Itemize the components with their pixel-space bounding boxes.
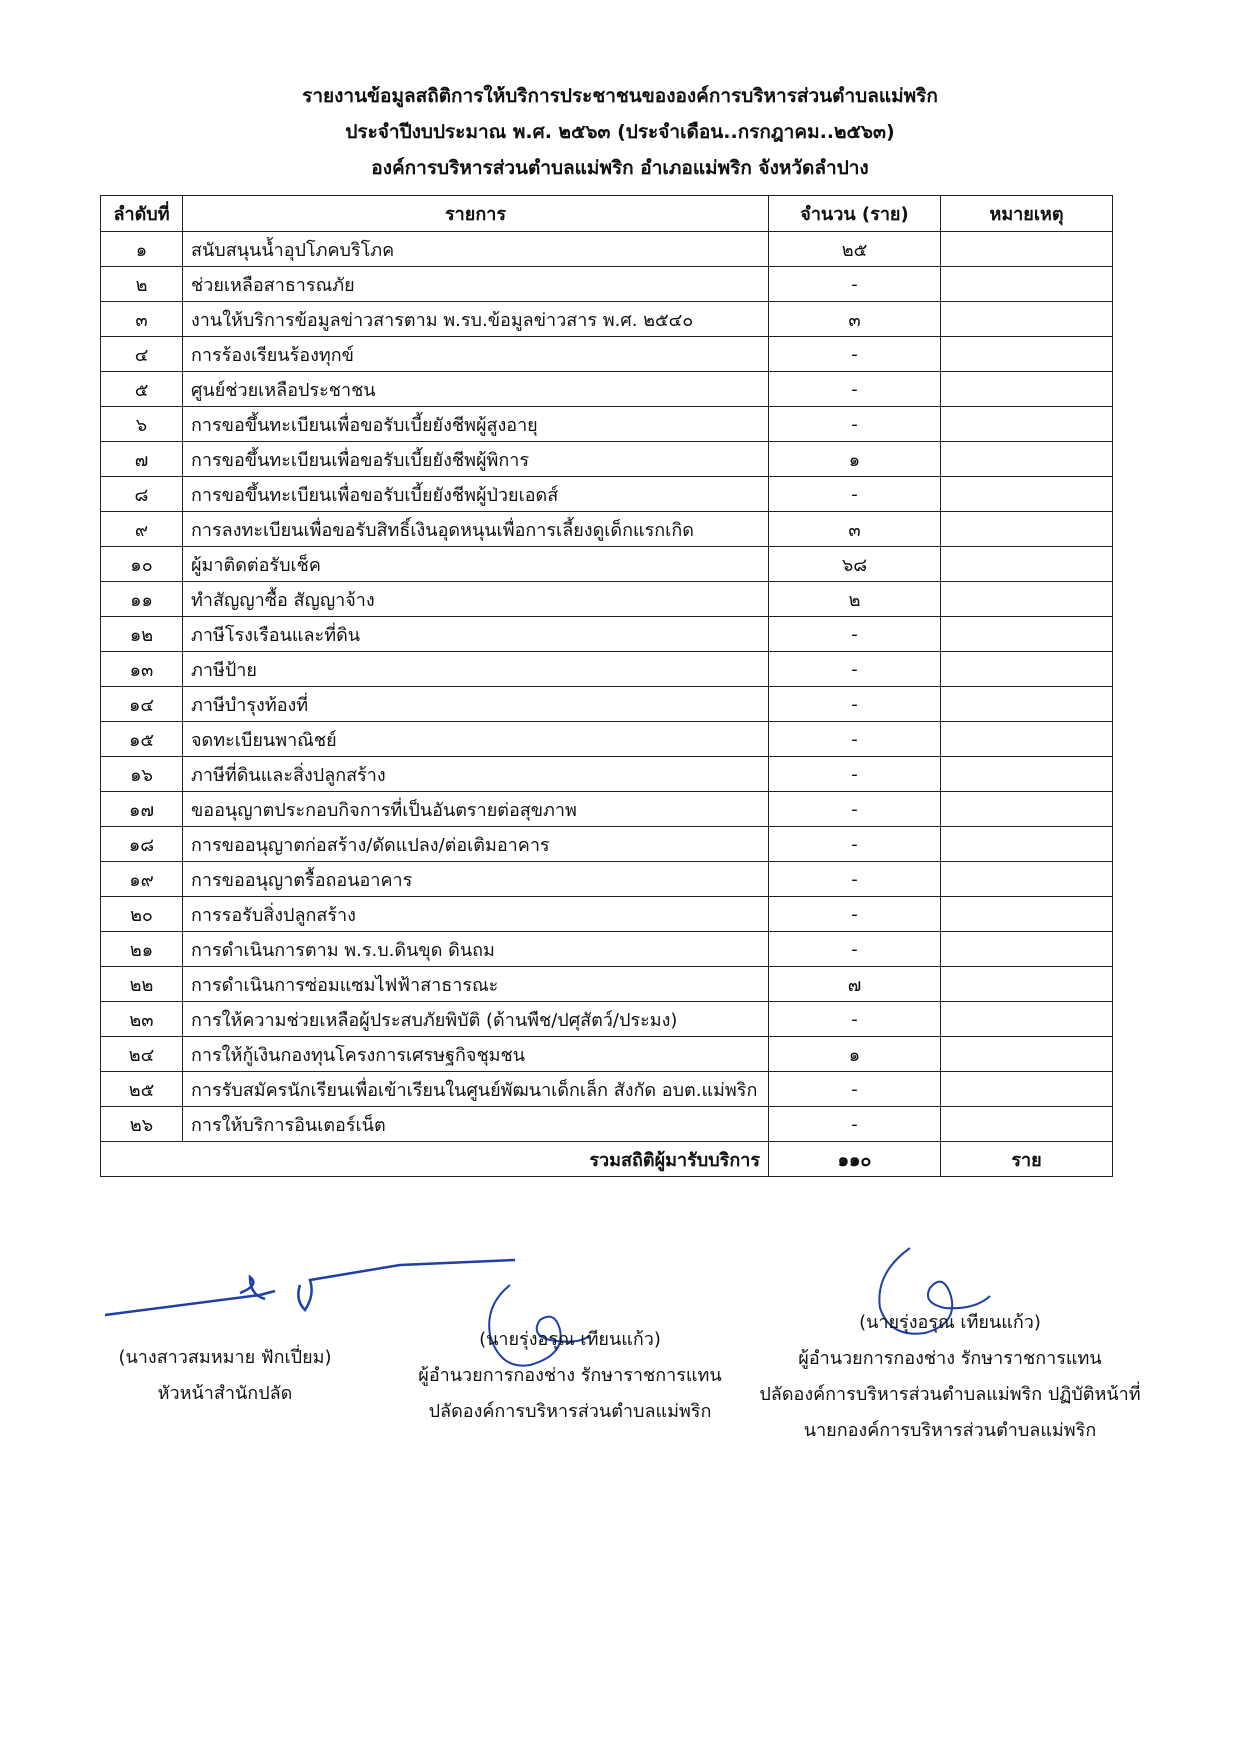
row-count: ๗: [769, 967, 941, 1002]
row-count: -: [769, 407, 941, 442]
row-item: สนับสนุนน้ำอุปโภคบริโภค: [183, 232, 769, 267]
row-number: ๑๔: [101, 687, 183, 722]
row-number: ๕: [101, 372, 183, 407]
signer-position-3: นายกองค์การบริหารส่วนตำบลแม่พริก: [803, 1420, 1097, 1441]
row-item: การให้กู้เงินกองทุนโครงการเศรษฐกิจชุมชน: [183, 1037, 769, 1072]
row-number: ๑๒: [101, 617, 183, 652]
column-header-note: หมายเหตุ: [941, 196, 1113, 232]
row-note: [941, 547, 1113, 582]
row-number: ๑๐: [101, 547, 183, 582]
row-note: [941, 442, 1113, 477]
row-number: ๒๔: [101, 1037, 183, 1072]
table-row: [101, 372, 1113, 407]
report-organization: องค์การบริหารส่วนตำบลแม่พริก อำเภอแม่พริก จังหวัดลำปาง: [371, 157, 869, 179]
row-item: งานให้บริการข้อมูลข่าวสารตาม พ.รบ.ข้อมูลข่าวสาร พ.ศ. ๒๕๔๐: [183, 302, 769, 337]
row-count: -: [769, 687, 941, 722]
row-number: ๑๙: [101, 862, 183, 897]
row-note: [941, 1002, 1113, 1037]
row-item: ภาษีที่ดินและสิ่งปลูกสร้าง: [183, 757, 769, 792]
row-item: การขอขึ้นทะเบียนเพื่อขอรับเบี้ยยังชีพผู้พิการ: [183, 442, 769, 477]
row-note: [941, 897, 1113, 932]
row-note: [941, 757, 1113, 792]
row-number: ๒: [101, 267, 183, 302]
table-row: [101, 1107, 1113, 1142]
row-number: ๑๖: [101, 757, 183, 792]
row-number: ๑๘: [101, 827, 183, 862]
table-row: [101, 442, 1113, 477]
column-header-item: รายการ: [183, 196, 769, 232]
row-note: [941, 232, 1113, 267]
row-item: การร้องเรียนร้องทุกข์: [183, 337, 769, 372]
table-row: [101, 862, 1113, 897]
row-number: ๑๓: [101, 652, 183, 687]
table-row: [101, 792, 1113, 827]
table-header-row: [101, 196, 1113, 232]
signer-position: หัวหน้าสำนักปลัด: [157, 1383, 293, 1404]
total-row: [101, 1142, 1113, 1177]
row-item: ช่วยเหลือสาธารณภัย: [183, 267, 769, 302]
row-number: ๒๕: [101, 1072, 183, 1107]
row-note: [941, 477, 1113, 512]
row-item: ภาษีป้าย: [183, 652, 769, 687]
row-number: ๑๕: [101, 722, 183, 757]
row-count: -: [769, 372, 941, 407]
row-note: [941, 792, 1113, 827]
row-note: [941, 512, 1113, 547]
row-count: -: [769, 722, 941, 757]
row-item: ผู้มาติดต่อรับเช็ค: [183, 547, 769, 582]
row-note: [941, 967, 1113, 1002]
row-item: ศูนย์ช่วยเหลือประชาชน: [183, 372, 769, 407]
row-count: -: [769, 827, 941, 862]
table-row: [101, 722, 1113, 757]
signer-name: (นางสาวสมหมาย ฟักเปี่ยม): [118, 1347, 332, 1368]
column-header-number: ลำดับที่: [101, 196, 183, 232]
row-item: ทำสัญญาซื้อ สัญญาจ้าง: [183, 582, 769, 617]
row-note: [941, 302, 1113, 337]
table-row: [101, 967, 1113, 1002]
row-number: ๒๒: [101, 967, 183, 1002]
row-note: [941, 337, 1113, 372]
row-number: ๗: [101, 442, 183, 477]
row-count: -: [769, 792, 941, 827]
report-title: รายงานข้อมูลสถิติการให้บริการประชาชนขององค์การบริหารส่วนตำบลแม่พริก: [302, 85, 938, 107]
signer-position: ผู้อำนวยการกองช่าง รักษาราชการแทน: [418, 1365, 722, 1386]
signer-name: (นายรุ่งอรุณ เทียนแก้ว): [479, 1329, 661, 1350]
row-note: [941, 582, 1113, 617]
row-note: [941, 407, 1113, 442]
row-item: การขออนุญาตก่อสร้าง/ดัดแปลง/ต่อเติมอาคาร: [183, 827, 769, 862]
row-item: การขอขึ้นทะเบียนเพื่อขอรับเบี้ยยังชีพผู้สูงอายุ: [183, 407, 769, 442]
row-note: [941, 1037, 1113, 1072]
row-number: ๑๗: [101, 792, 183, 827]
table-row: [101, 582, 1113, 617]
row-item: ภาษีบำรุงท้องที่: [183, 687, 769, 722]
table-row: [101, 1002, 1113, 1037]
row-number: ๒๓: [101, 1002, 183, 1037]
row-note: [941, 372, 1113, 407]
signer-name: (นายรุ่งอรุณ เทียนแก้ว): [859, 1312, 1041, 1333]
row-number: ๒๑: [101, 932, 183, 967]
table-row: [101, 407, 1113, 442]
row-number: ๓: [101, 302, 183, 337]
table-row: [101, 337, 1113, 372]
total-unit: ราย: [941, 1142, 1113, 1177]
row-count: -: [769, 617, 941, 652]
table-row: [101, 1037, 1113, 1072]
row-item: การรอรับสิ่งปลูกสร้าง: [183, 897, 769, 932]
row-item: การดำเนินการซ่อมแซมไฟฟ้าสาธารณะ: [183, 967, 769, 1002]
table-row: [101, 897, 1113, 932]
row-note: [941, 1107, 1113, 1142]
row-note: [941, 1072, 1113, 1107]
row-item: การรับสมัครนักเรียนเพื่อเข้าเรียนในศูนย์พัฒนาเด็กเล็ก สังกัด อบต.แม่พริก: [183, 1072, 769, 1107]
row-note: [941, 267, 1113, 302]
row-number: ๔: [101, 337, 183, 372]
row-count: ๑: [769, 1037, 941, 1072]
row-count: ๓: [769, 302, 941, 337]
row-item: การขออนุญาตรื้อถอนอาคาร: [183, 862, 769, 897]
signature-block-1: [90, 1340, 360, 1412]
row-note: [941, 652, 1113, 687]
row-item: การให้ความช่วยเหลือผู้ประสบภัยพิบัติ (ด้านพืช/ปศุสัตว์/ประมง): [183, 1002, 769, 1037]
row-number: ๙: [101, 512, 183, 547]
table-row: [101, 617, 1113, 652]
row-count: -: [769, 932, 941, 967]
table-row: [101, 827, 1113, 862]
row-count: -: [769, 1072, 941, 1107]
signature-1-scribble: [100, 1255, 520, 1325]
row-count: -: [769, 862, 941, 897]
row-item: การลงทะเบียนเพื่อขอรับสิทธิ์เงินอุดหนุนเพื่อการเลี้ยงดูเด็กแรกเกิด: [183, 512, 769, 547]
row-note: [941, 617, 1113, 652]
row-number: ๑: [101, 232, 183, 267]
row-item: การให้บริการอินเตอร์เน็ต: [183, 1107, 769, 1142]
row-count: -: [769, 652, 941, 687]
row-count: -: [769, 897, 941, 932]
statistics-table: [100, 195, 1113, 1177]
table-row: [101, 757, 1113, 792]
total-label: รวมสถิติผู้มารับบริการ: [101, 1142, 769, 1177]
row-note: [941, 932, 1113, 967]
row-count: ๑: [769, 442, 941, 477]
row-count: -: [769, 477, 941, 512]
row-number: ๘: [101, 477, 183, 512]
row-item: จดทะเบียนพาณิชย์: [183, 722, 769, 757]
table-row: [101, 267, 1113, 302]
signature-block-2: [400, 1322, 740, 1430]
table-row: [101, 302, 1113, 337]
signature-block-3: [740, 1305, 1160, 1449]
row-item: ภาษีโรงเรือนและที่ดิน: [183, 617, 769, 652]
row-note: [941, 862, 1113, 897]
row-count: -: [769, 267, 941, 302]
signer-position-2: ปลัดองค์การบริหารส่วนตำบลแม่พริก: [428, 1401, 712, 1422]
table-row: [101, 687, 1113, 722]
row-number: ๒๖: [101, 1107, 183, 1142]
table-row: [101, 232, 1113, 267]
row-number: ๒๐: [101, 897, 183, 932]
report-period: ประจำปีงบประมาณ พ.ศ. ๒๕๖๓ (ประจำเดือน..กรกฎาคม..๒๕๖๓): [345, 121, 895, 143]
total-count: ๑๑๐: [769, 1142, 941, 1177]
row-number: ๑๑: [101, 582, 183, 617]
table-row: [101, 477, 1113, 512]
row-count: ๓: [769, 512, 941, 547]
row-item: การดำเนินการตาม พ.ร.บ.ดินขุด ดินถม: [183, 932, 769, 967]
row-note: [941, 827, 1113, 862]
row-count: ๖๘: [769, 547, 941, 582]
row-count: -: [769, 1002, 941, 1037]
row-item: การขอขึ้นทะเบียนเพื่อขอรับเบี้ยยังชีพผู้ป่วยเอดส์: [183, 477, 769, 512]
table-row: [101, 932, 1113, 967]
row-count: -: [769, 757, 941, 792]
table-row: [101, 1072, 1113, 1107]
row-note: [941, 687, 1113, 722]
signer-position-2: ปลัดองค์การบริหารส่วนตำบลแม่พริก ปฏิบัติหน้าที่: [759, 1384, 1141, 1405]
row-count: -: [769, 337, 941, 372]
row-count: ๒๕: [769, 232, 941, 267]
row-item: ขออนุญาตประกอบกิจการที่เป็นอันตรายต่อสุขภาพ: [183, 792, 769, 827]
row-number: ๖: [101, 407, 183, 442]
table-row: [101, 652, 1113, 687]
table-row: [101, 512, 1113, 547]
row-count: ๒: [769, 582, 941, 617]
column-header-count: จำนวน (ราย): [769, 196, 941, 232]
document-header: [0, 78, 1240, 186]
row-count: -: [769, 1107, 941, 1142]
table-row: [101, 547, 1113, 582]
signer-position: ผู้อำนวยการกองช่าง รักษาราชการแทน: [798, 1348, 1102, 1369]
row-note: [941, 722, 1113, 757]
